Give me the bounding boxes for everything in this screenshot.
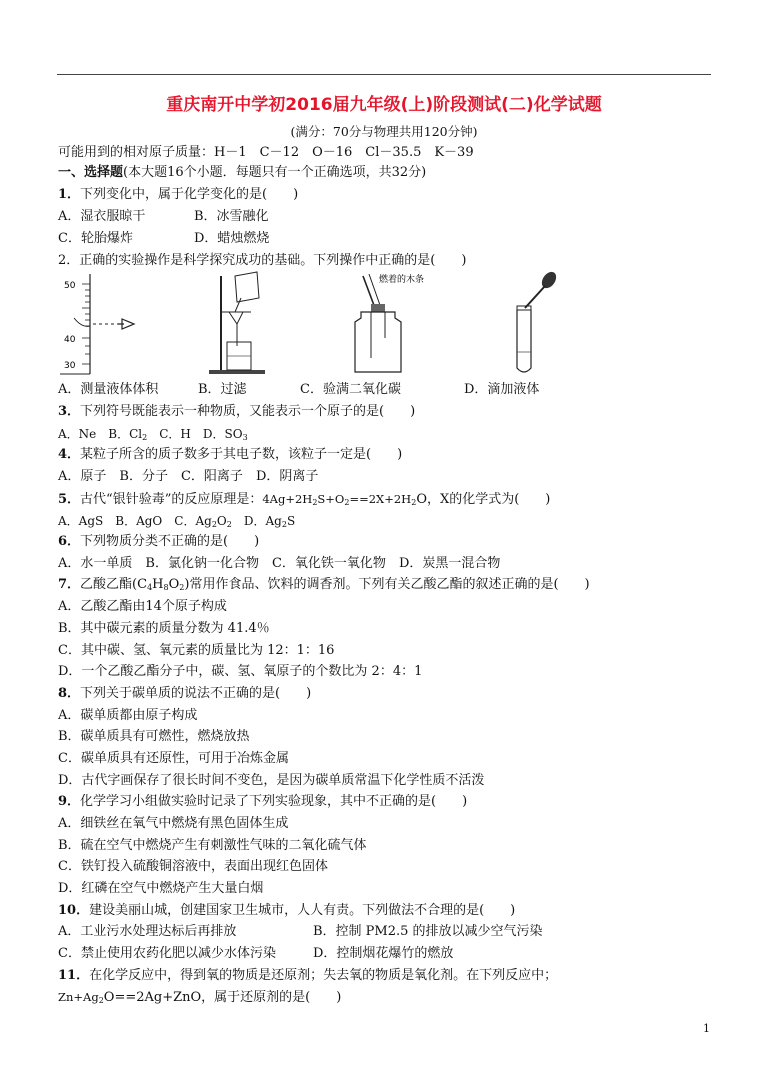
- q1-options-row2: [58, 231, 270, 247]
- section-heading: [58, 165, 426, 181]
- q1-options-row1: [58, 209, 269, 225]
- question-8: [58, 686, 311, 702]
- option-b: B．$Cl_2$: [108, 427, 148, 442]
- section-heading-rest: (本大题16个小题．每题只有一个正确选项，共32分): [123, 165, 427, 180]
- question-text: 某粒子所含的质子数多于其电子数，该粒子一定是( ): [80, 447, 403, 462]
- question-text: 下列符号既能表示一种物质，又能表示一个原子的是( ): [80, 404, 416, 419]
- co2-test-figure: [345, 268, 425, 378]
- question-number: 6．: [58, 534, 81, 549]
- option-c: C．H: [159, 427, 191, 441]
- q9-option-b: B．硫在空气中燃烧产生有刺激性气味的二氧化硫气体: [58, 838, 367, 853]
- q8-option-c: C．碳单质具有还原性，可用于冶炼金属: [58, 751, 289, 766]
- question-text: 古代“银针验毒”的反应原理是：: [80, 492, 263, 507]
- question-3: [58, 404, 415, 420]
- q2-options: [58, 382, 540, 398]
- question-5: 5．古代“银针验毒”的反应原理是：$4Ag+2H_2S+O_2==2X+2H_2O$，X的化学式为( ): [58, 492, 551, 507]
- page-title: 重庆南开中学初2016届九年级(上)阶段测试(二)化学试题: [166, 95, 602, 115]
- burning-stick-label: 燃着的木条: [379, 275, 425, 285]
- question-2: [58, 253, 466, 269]
- q8-option-b: B．碳单质具有可燃性，燃烧放热: [58, 729, 250, 744]
- question-number: 10．: [58, 903, 90, 918]
- option-d: D．蜡烛燃烧: [194, 231, 270, 246]
- q5-options: [58, 513, 295, 533]
- question-4: [58, 447, 402, 463]
- question-text: 下列变化中，属于化学变化的是( ): [80, 187, 299, 202]
- filtration-figure: [205, 268, 275, 378]
- option-c: C．轮胎爆炸: [58, 231, 133, 246]
- header-rule: [57, 74, 711, 75]
- cylinder-tick-30: 30: [64, 361, 76, 371]
- option-a: A．湿衣服晾干: [58, 209, 146, 224]
- cylinder-tick-40: 40: [64, 335, 76, 345]
- question-10: [58, 903, 515, 919]
- option-d: D．$SO_3$: [202, 427, 248, 442]
- option-b: B．分子: [119, 469, 168, 484]
- question-number: 2．: [58, 253, 80, 268]
- question-text: 下列物质分类不正确的是( ): [80, 534, 260, 549]
- option-b: B．冰雪融化: [194, 209, 269, 224]
- q4-options: [58, 469, 318, 485]
- option-c: C．禁止使用农药化肥以减少水体污染: [58, 946, 276, 961]
- option-a: A．AgS: [58, 514, 104, 528]
- q7-option-d: D．一个乙酸乙酯分子中，碳、氢、氧原子的个数比为 2：4：1: [58, 664, 423, 679]
- question-1: [58, 187, 298, 203]
- option-d: D．$Ag_2S$: [243, 514, 296, 529]
- q7-option-a: A．乙酸乙酯由14个原子构成: [58, 599, 227, 614]
- q10-options-row1: [58, 924, 543, 940]
- question-number: 1．: [58, 187, 81, 202]
- option-b: B．氯化钠一化合物: [145, 556, 259, 571]
- reaction-equation: $4Ag+2H_2S+O_2==2X+2H_2$: [262, 492, 417, 507]
- q8-option-a: A．碳单质都由原子构成: [58, 708, 198, 723]
- question-text: 建设美丽山城，创建国家卫生城市，人人有责。下列做法不合理的是( ): [89, 903, 516, 918]
- option-d: D．滴加液体: [464, 382, 540, 397]
- option-a: A．工业污水处理达标后再排放: [58, 924, 237, 939]
- option-c: C．$Ag_2O_2$: [174, 514, 232, 529]
- section-heading-bold: 一、选择题: [58, 165, 124, 180]
- question-text: 下列关于碳单质的说法不正确的是( ): [80, 686, 312, 701]
- atomic-masses: 可能用到的相对原子质量：H－1 C－12 O－16 Cl－35.5 K－39: [58, 145, 474, 160]
- option-b: B．控制 PM2.5 的排放以减少空气污染: [313, 924, 543, 939]
- question-number: 5．: [58, 492, 81, 507]
- question-11: [58, 968, 557, 984]
- question-9: [58, 794, 467, 810]
- dropper-figure: [505, 268, 565, 378]
- question-11-line2: $Zn+Ag_2O==2Ag+ZnO$，属于还原剂的是( ): [58, 990, 342, 1005]
- question-number: 9．: [58, 794, 81, 809]
- question-6: [58, 534, 259, 550]
- q6-options: [58, 556, 500, 572]
- q10-options-row2: [58, 946, 454, 962]
- option-d: D．控制烟花爆竹的燃放: [313, 946, 454, 961]
- question-number: 11．: [58, 968, 90, 983]
- q3-options: [58, 426, 248, 446]
- page-number: 1: [703, 1022, 710, 1035]
- option-c: C．验满二氧化碳: [300, 382, 401, 397]
- q8-option-d: D．古代字画保存了很长时间不变色，是因为碳单质常温下化学性质不活泼: [58, 773, 485, 788]
- page-subtitle: (满分：70分与物理共用120分钟): [290, 124, 478, 139]
- question-number: 7．: [58, 577, 81, 592]
- question-7: 7．乙酸乙酯$(C_4H_8O_2)$常用作食品、饮料的调香剂。下列有关乙酸乙酯的叙述正确的是( ): [58, 577, 590, 592]
- graduated-cylinder-figure: [60, 268, 150, 378]
- question-number: 8．: [58, 686, 81, 701]
- question-number: 3．: [58, 404, 81, 419]
- option-d: D．阴离子: [255, 469, 319, 484]
- q9-option-d: D．红磷在空气中燃烧产生大量白烟: [58, 881, 264, 896]
- q9-option-a: A．细铁丝在氧气中燃烧有黑色固体生成: [58, 816, 289, 831]
- option-c: C．氧化铁一氧化物: [271, 556, 386, 571]
- question-text: 化学学习小组做实验时记录了下列实验现象，其中不正确的是( ): [80, 794, 468, 809]
- option-a: A．测量液体体积: [58, 382, 159, 397]
- option-d: D．炭黑一混合物: [398, 556, 501, 571]
- question-text: 在化学反应中，得到氧的物质是还原剂；失去氧的物质是氧化剂。在下列反应中；: [89, 968, 558, 983]
- option-c: C．阳离子: [180, 469, 243, 484]
- q9-option-c: C．铁钉投入硫酸铜溶液中，表面出现红色固体: [58, 859, 328, 874]
- option-b: B．AgO: [115, 514, 163, 528]
- q7-option-c: C．其中碳、氢、氧元素的质量比为 12：1：16: [58, 643, 335, 658]
- question-number: 4．: [58, 447, 81, 462]
- option-a: A．水一单质: [58, 556, 133, 571]
- option-a: A．原子: [58, 469, 107, 484]
- question-text: 正确的实验操作是科学探究成功的基础。下列操作中正确的是( ): [79, 253, 467, 268]
- option-b: B．过滤: [198, 382, 247, 397]
- option-a: A．Ne: [58, 427, 97, 441]
- cylinder-tick-50: 50: [64, 281, 76, 291]
- q7-option-b: B．其中碳元素的质量分数为 41.4％: [58, 621, 270, 636]
